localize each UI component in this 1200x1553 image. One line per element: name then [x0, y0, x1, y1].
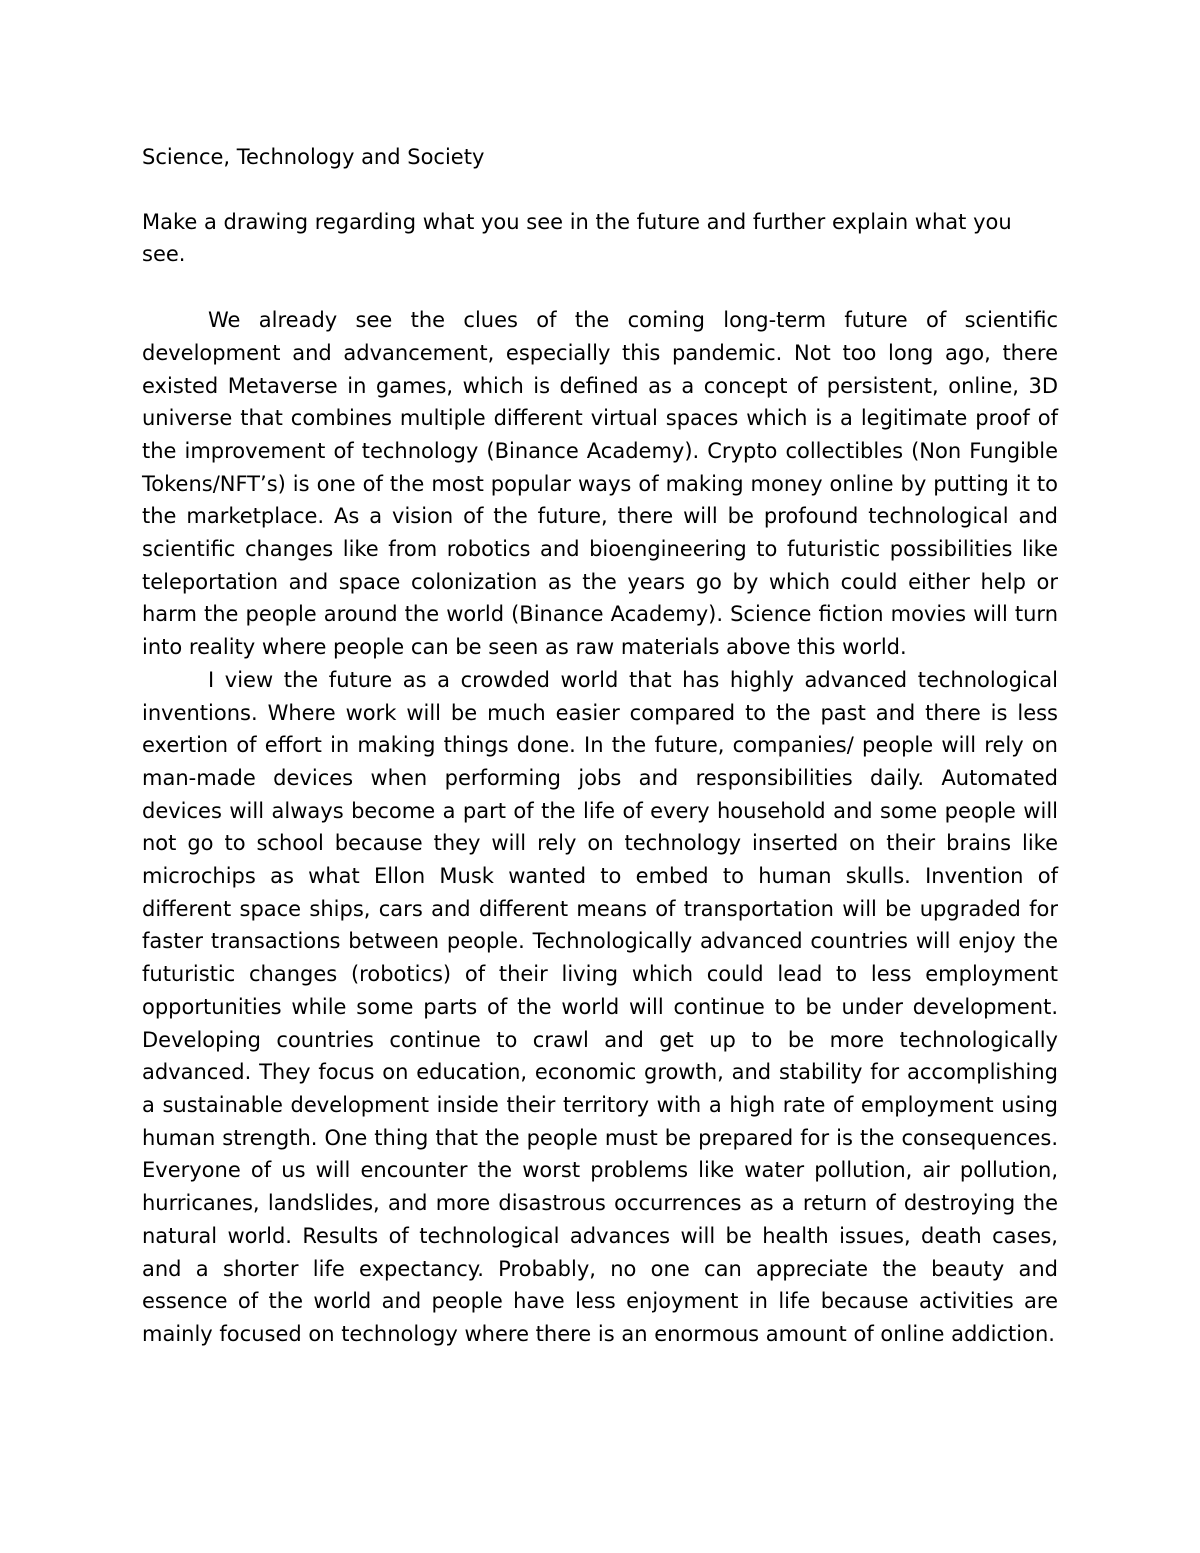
- essay-paragraph-1: We already see the clues of the coming long-term future of scientific development and advancement, especially this pandemic. Not too long ago, there existed Metaverse in games, which is defined as a concept of persistent, online, 3D universe that combines multiple different virtual spaces which is a legitimate proof of the improvement of technology (Binance Academy). Crypto collectibles (Non Fungible Tokens/NFT’s) is one of the most popular ways of making money online by putting it to the marketplace. As a vision of the future, there will be profound technological and scientific changes like from robotics and bioengineering to futuristic possibilities like teleportation and space colonization as the years go by which could either help or harm the people around the world (Binance Academy). Science fiction movies will turn into reality where people can be seen as raw materials above this world.: [142, 308, 1058, 660]
- assignment-prompt: Make a drawing regarding what you see in the future and further explain what you see.: [142, 209, 1012, 267]
- document-body: [142, 141, 1058, 1351]
- essay-paragraph-2: I view the future as a crowded world that has highly advanced technological inventions. Where work will be much easier compared to the past and there is less exertion of effort in making things done. In the future, companies/ people will rely on man-made devices when performing jobs and responsibilities daily. Automated devices will always become a part of the life of every household and some people will not go to school because they will rely on technology inserted on their brains like microchips as what Ellon Musk wanted to embed to human skulls. Invention of different space ships, cars and different means of transportation will be upgraded for faster transactions between people. Technologically advanced countries will enjoy the futuristic changes (robotics) of their living which could lead to less employment opportunities while some parts of the world will continue to be under development. Developing countries continue to crawl and get up to be more technologically advanced. They focus on education, economic growth, and stability for accomplishing a sustainable development inside their territory with a high rate of employment using human strength. One thing that the people must be prepared for is the consequences. Everyone of us will encounter the worst problems like water pollution, air pollution, hurricanes, landslides, and more disastrous occurrences as a return of destroying the natural world. Results of technological advances will be health issues, death cases, and a shorter life expectancy. Probably, no one can appreciate the beauty and essence of the world and people have less enjoyment in life because activities are mainly focused on technology where there is an enormous amount of online addiction.: [142, 667, 1058, 1346]
- document-title: Science, Technology and Society: [142, 145, 485, 169]
